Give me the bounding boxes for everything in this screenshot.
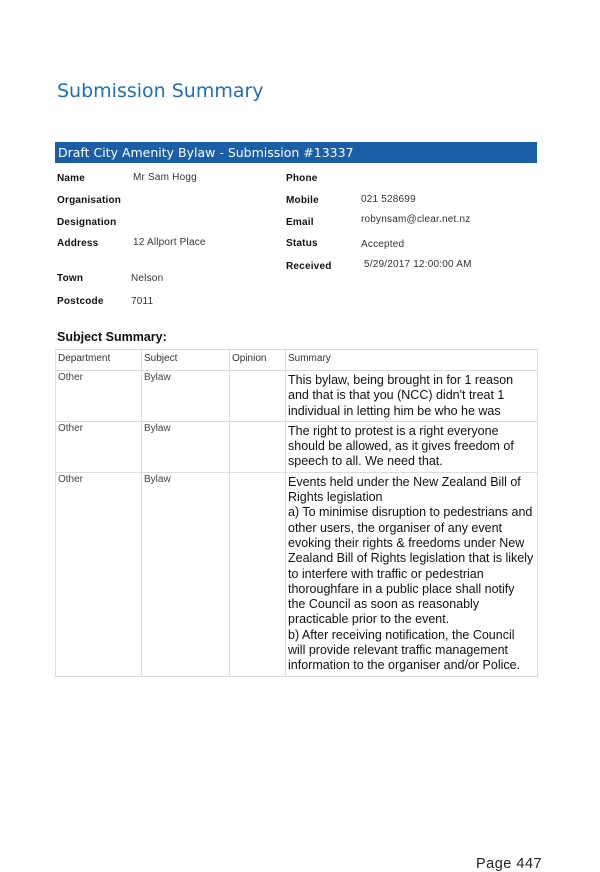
organisation-label: Organisation <box>57 195 122 206</box>
status-value: Accepted <box>361 239 405 250</box>
status-label: Status <box>286 238 318 249</box>
address-value: 12 Allport Place <box>133 237 206 248</box>
summary-line: Events held under the New Zealand Bill of Rights legislation <box>288 474 521 505</box>
subject-cell: Bylaw <box>142 371 230 422</box>
designation-label: Designation <box>57 217 117 228</box>
mobile-label: Mobile <box>286 195 319 206</box>
email-label: Email <box>286 217 314 228</box>
department-cell: Other <box>56 371 142 422</box>
subject-cell: Bylaw <box>142 421 230 472</box>
summary-cell: The right to protest is a right everyone should be allowed, as it gives freedom of speech to all. We need that. <box>286 421 538 472</box>
subject-summary-table <box>55 349 538 677</box>
column-header-opinion: Opinion <box>230 350 286 371</box>
subject-cell: Bylaw <box>142 472 230 676</box>
mobile-value: 021 528699 <box>361 194 416 205</box>
summary-cell: This bylaw, being brought in for 1 reason and that is that you (NCC) didn't treat 1 individual in letting him be who he was <box>286 371 538 422</box>
phone-label: Phone <box>286 173 318 184</box>
submission-banner: Draft City Amenity Bylaw - Submission #13337 <box>55 142 537 163</box>
name-label: Name <box>57 173 86 184</box>
town-label: Town <box>57 273 84 284</box>
column-header-subject: Subject <box>142 350 230 371</box>
table-row <box>56 421 538 472</box>
department-cell: Other <box>56 472 142 676</box>
opinion-cell <box>230 472 286 676</box>
page-number: Page 447 <box>476 856 543 872</box>
summary-cell <box>286 472 538 676</box>
received-label: Received <box>286 261 332 272</box>
table-row <box>56 472 538 676</box>
name-value: Mr Sam Hogg <box>133 172 197 183</box>
table-header-row <box>56 350 538 371</box>
opinion-cell <box>230 421 286 472</box>
summary-line: a) To minimise disruption to pedestrians and other users, the organiser of any event evoking their rights & freedoms under New Zealand Bill of Rights legislation that is likely to interfere with traffic or pedestrian thoroughfare in a public place shall notify the Council as soon as reasonably practicable prior to the event. <box>288 505 534 627</box>
address-label: Address <box>57 238 99 249</box>
postcode-value: 7011 <box>131 296 154 307</box>
received-value: 5/29/2017 12:00:00 AM <box>364 259 472 270</box>
page-title: Submission Summary <box>57 80 264 102</box>
subject-summary-heading: Subject Summary: <box>57 330 167 344</box>
email-value: robynsam@clear.net.nz <box>361 214 471 225</box>
town-value: Nelson <box>131 273 164 284</box>
postcode-label: Postcode <box>57 296 104 307</box>
column-header-department: Department <box>56 350 142 371</box>
summary-line: b) After receiving notification, the Council will provide relevant traffic management information to the organiser and/or Police. <box>288 627 521 673</box>
opinion-cell <box>230 371 286 422</box>
column-header-summary: Summary <box>286 350 538 371</box>
table-row <box>56 371 538 422</box>
department-cell: Other <box>56 421 142 472</box>
